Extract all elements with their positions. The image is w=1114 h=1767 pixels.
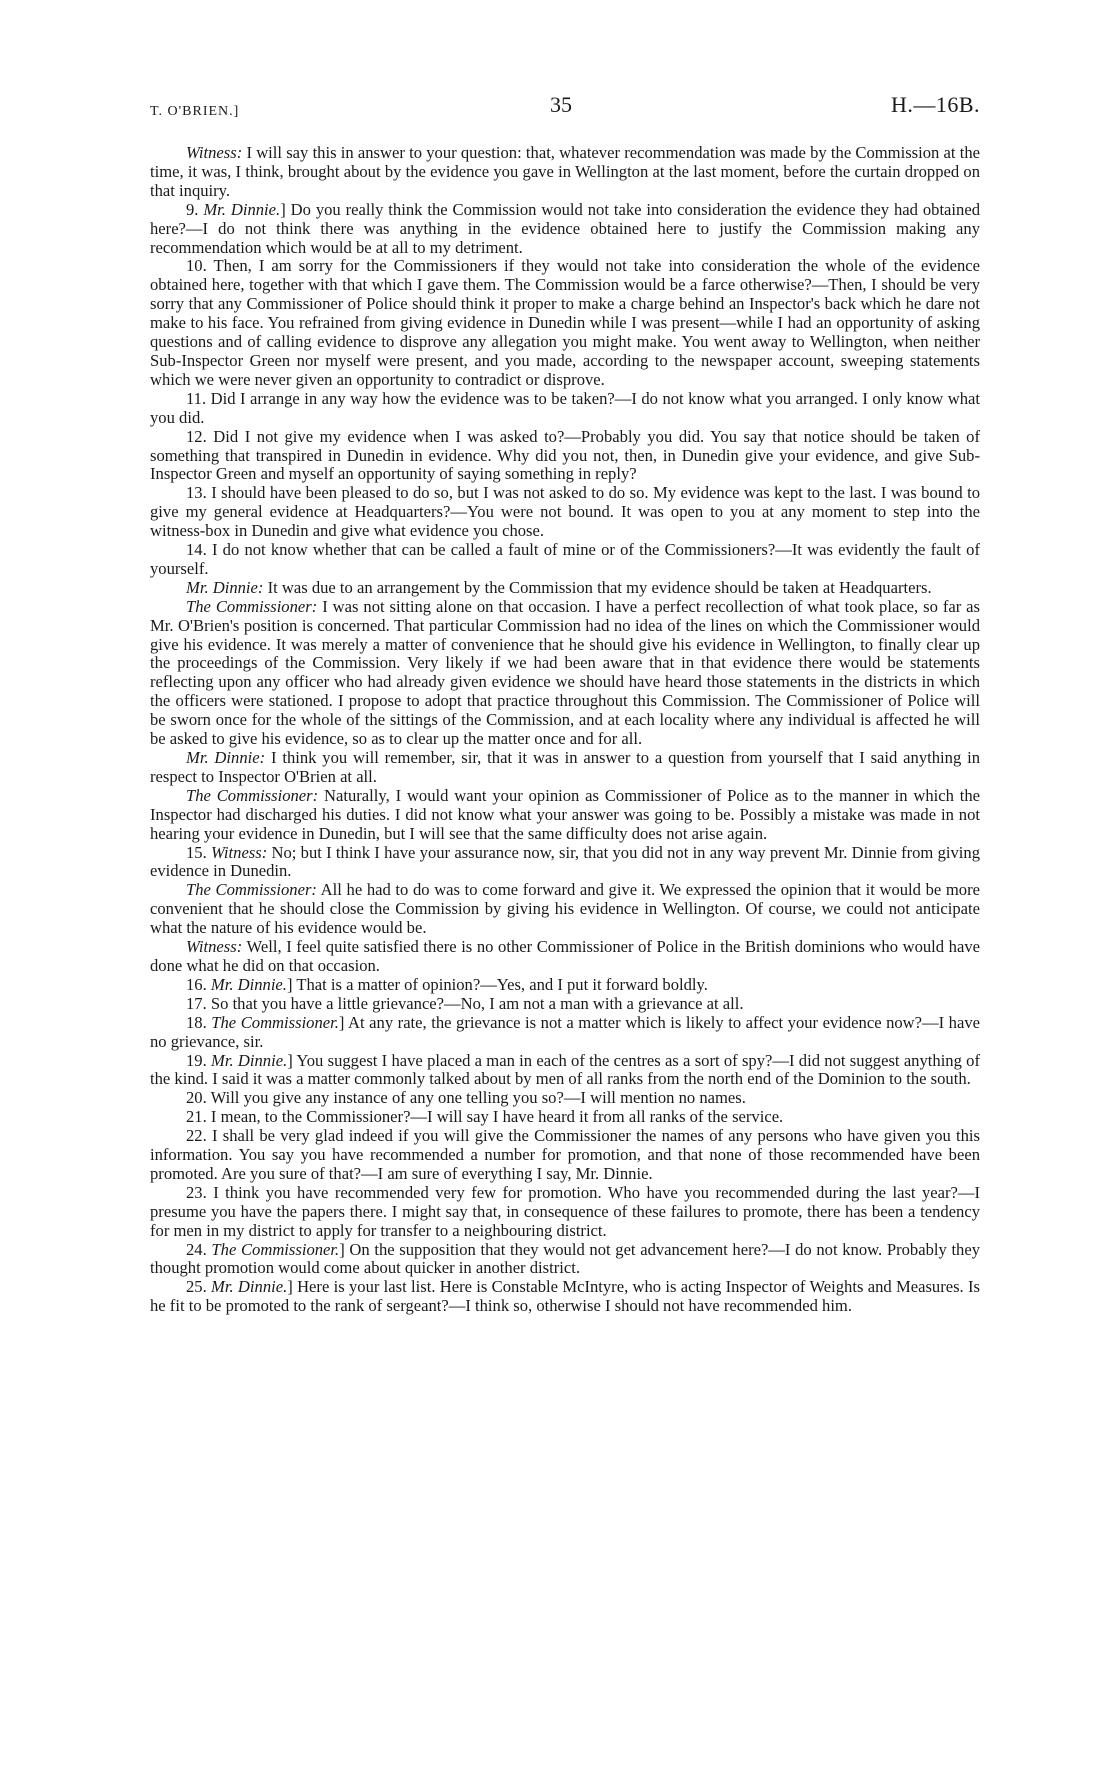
speaker-label: The Commissioner: [186, 596, 318, 616]
speaker-label: Witness: [186, 937, 243, 957]
testimony-paragraph [150, 1089, 980, 1108]
speaker-label: The Commissioner. [211, 1012, 339, 1032]
paragraph-text: 22. I shall be very glad indeed if you will give the Commissioner the names of any persons who have given you this information. You say you have recommended a number for promotion, and that none of those recommended have been promoted. Are you sure of that?—I am sure of everything I say, Mr. Dinnie. [150, 1126, 980, 1183]
paragraph-text: 13. I should have been pleased to do so, but I was not asked to do so. My evidence was kept to the last. I was bound to give my general evidence at Headquarters?—You were not bound. It was open to you at any moment to step into the witness-box in Dunedin and give what evidence you chose. [150, 483, 980, 541]
paragraph-text: 17. So that you have a little grievance?—No, I am not a man with a grievance at all. [186, 993, 744, 1013]
speaker-label: Witness: [211, 842, 268, 862]
testimony-paragraph [150, 976, 980, 995]
testimony-paragraph [150, 1052, 980, 1090]
page-header [150, 92, 980, 132]
testimony-paragraph [150, 541, 980, 579]
paragraph-text: All he had to do was to come forward and give it. We expressed the opinion that it would be more convenient that he should close the Commission by giving his evidence in Wellington. Of course, we could not anticipate what the nature of his evidence would be. [150, 880, 980, 938]
testimony-paragraph [150, 1014, 980, 1052]
question-number: 16. [186, 974, 211, 994]
paragraph-text: 14. I do not know whether that can be called a fault of mine or of the Commissioners?—It was evidently the fault of yourself. [150, 540, 980, 578]
testimony-paragraph [150, 257, 980, 389]
paragraph-text: 10. Then, I am sorry for the Commissioners if they would not take into consideration the whole of the evidence obtained here, together with that which I gave them. The Commission would be a farce otherwise?—Then, I should be very sorry that any Commissioner of Police should think it proper to make a charge behind an Inspector's back which he dare not make to his face. You refrained from giving evidence in Dunedin while I was present—while I had an opportunity of asking questions and of calling evidence to disprove any allegation you might make. You went away to Wellington, when neither Sub-Inspector Green nor myself were present, and you made, according to the newspaper account, sweeping statements which we were never given an opportunity to contradict or disprove. [150, 256, 980, 389]
testimony-paragraph [150, 1241, 980, 1279]
testimony-paragraph [150, 201, 980, 258]
paragraph-text: 12. Did I not give my evidence when I was asked to?—Probably you did. You say that notice should be taken of something that transpired in Dunedin in evidence. Why did you not, then, in Dunedin give your evidence, and give Sub-Inspector Green and myself an opportunity of saying something in reply? [150, 426, 980, 484]
paragraph-text: No; but I think I have your assurance now, sir, that you did not in any way prevent Mr. Dinnie from giving evidence in Dunedin. [150, 842, 981, 881]
running-head-witness: T. O'BRIEN.] [150, 104, 240, 119]
paragraph-text: 11. Did I arrange in any way how the evidence was to be taken?—I do not know what you arranged. I only know what you did. [150, 388, 980, 427]
paragraph-text: ] On the supposition that they would not get advancement here?—I do not know. Probably they thought promotion would come about quicker in another district. [150, 1239, 981, 1278]
speaker-label: Mr. Dinnie. [203, 199, 281, 219]
speaker-label: Mr. Dinnie: [186, 748, 266, 767]
question-number: 9. [186, 199, 204, 219]
testimony-paragraph [150, 1278, 980, 1316]
speaker-label: Witness: [186, 143, 243, 162]
speaker-label: The Commissioner. [211, 1239, 340, 1259]
question-number: 19. [186, 1050, 212, 1070]
question-number: 24. [186, 1239, 212, 1259]
testimony-paragraph [150, 938, 980, 976]
page-number: 35 [550, 92, 572, 117]
speaker-label: Mr. Dinnie: [186, 577, 264, 597]
speaker-label: Mr. Dinnie. [211, 1050, 288, 1070]
paragraph-text: Well, I feel quite satisfied there is no other Commissioner of Police in the British dominions who would have done what he did on that occasion. [150, 937, 980, 975]
paragraph-text: I think you will remember, sir, that it was in answer to a question from yourself that I said anything in respect to Inspector O'Brien at all. [150, 748, 980, 786]
paragraph-text: ] That is a matter of opinion?—Yes, and I put it forward boldly. [286, 974, 708, 994]
testimony-paragraph [150, 1184, 980, 1241]
testimony-paragraph [150, 995, 980, 1014]
testimony-paragraph [150, 787, 980, 844]
testimony-paragraph [150, 598, 980, 749]
testimony-paragraph [150, 844, 980, 882]
question-number: 18. [186, 1012, 212, 1032]
testimony-paragraph [150, 484, 980, 541]
testimony-body [150, 144, 980, 1316]
paragraph-text: I was not sitting alone on that occasion. I have a perfect recollection of what took place, so far as Mr. O'Brien's position is concerned. That particular Commission had no idea of the lines on which the Commissioner would give his evidence. It was merely a matter of convenience that he should give his evidence in Wellington, to finally clear up the proceedings of the Commission. Very likely if we had been aware that in that evidence there would be statements reflecting upon any officer who had already given evidence we should have heard those statements in the districts in which the officers were stationed. I propose to adopt that practice throughout this Commission. The Commissioner of Police will be sworn once for the whole of the sittings of the Commission, and at each locality where any individual is affected he will be asked to give his evidence, so as to clear up the matter once and for all. [150, 596, 981, 749]
speaker-label: The Commissioner: [186, 880, 317, 900]
paragraph-text: 23. I think you have recommended very few for promotion. Who have you recommended during the last year?—I presume you have the papers there. I might say that, in consequence of these failures to promote, there has been a tendency for men in my district to apply for transfer to a neighbouring district. [150, 1182, 980, 1240]
speaker-label: Mr. Dinnie. [210, 974, 287, 994]
testimony-paragraph [150, 144, 980, 201]
paragraph-text: Naturally, I would want your opinion as Commissioner of Police as to the manner in which the Inspector had discharged his duties. I did not know what your answer was going to be. Possibly a mistake was made in not hearing your evidence in Dunedin, but I will see that the same difficulty does not arise again. [150, 785, 981, 843]
testimony-paragraph [150, 1127, 980, 1184]
paragraph-text: ] Do you really think the Commission would not take into consideration the evidence they had obtained here?—I do not think there was anything in the evidence obtained here to justify the Commission making any recommendation which would be at all to my detriment. [150, 199, 980, 257]
paragraph-text: I will say this in answer to your question: that, whatever recommendation was made by the Commission at the time, it was, I think, brought about by the evidence you gave in Wellington at the last moment, before the curtain dropped on that inquiry. [150, 143, 980, 200]
testimony-paragraph [150, 749, 980, 787]
paragraph-text: ] At any rate, the grievance is not a matter which is likely to affect your evidence now?—I have no grievance, sir. [150, 1012, 981, 1051]
paragraph-text: ] Here is your last list. Here is Constable McIntyre, who is acting Inspector of Weights and Measures. Is he fit to be promoted to the rank of sergeant?—I think so, otherwise I should not have recommended him. [150, 1277, 980, 1316]
paragraph-text: 21. I mean, to the Commissioner?—I will say I have heard it from all ranks of the service. [186, 1107, 784, 1127]
document-reference: H.—16B. [890, 92, 980, 117]
testimony-paragraph [150, 579, 980, 598]
question-number: 25. [186, 1277, 212, 1297]
question-number: 15. [186, 842, 212, 862]
paragraph-text: It was due to an arrangement by the Commission that my evidence should be taken at Headquarters. [263, 577, 932, 597]
speaker-label: The Commissioner: [186, 785, 319, 805]
testimony-paragraph [150, 881, 980, 938]
speaker-label: Mr. Dinnie. [211, 1277, 288, 1297]
paragraph-text: 20. Will you give any instance of any one telling you so?—I will mention no names. [186, 1088, 746, 1108]
testimony-paragraph [150, 428, 980, 485]
testimony-paragraph [150, 1108, 980, 1127]
testimony-paragraph [150, 390, 980, 428]
paragraph-text: ] You suggest I have placed a man in each of the centres as a sort of spy?—I did not suggest anything of the kind. I said it was a matter commonly talked about by men of all ranks from the north end of the Dominion to the south. [150, 1050, 980, 1089]
